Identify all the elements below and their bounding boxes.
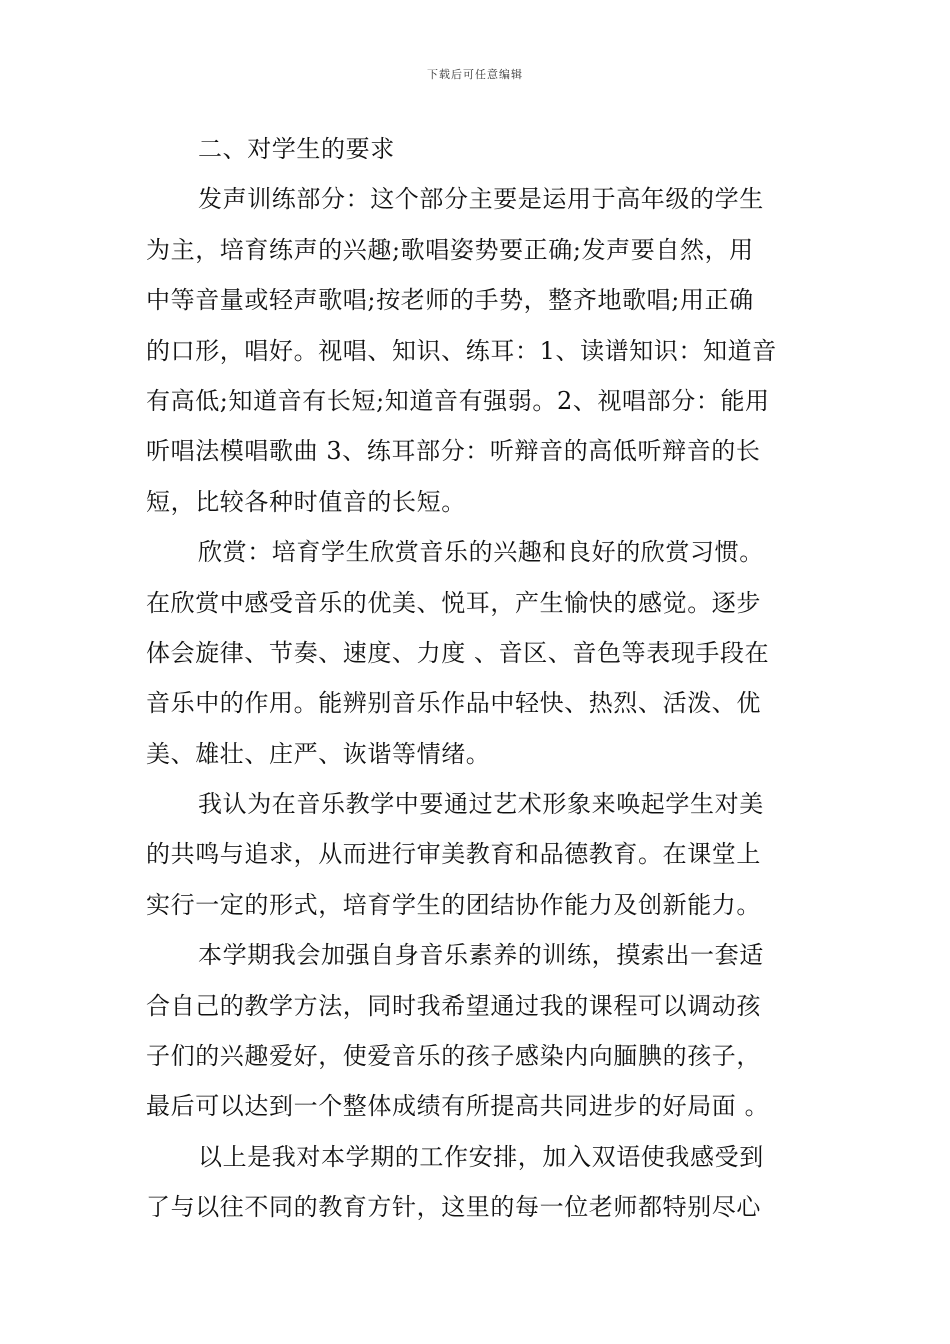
paragraph-line: 我认为在音乐教学中要通过艺术形象来唤起学生对美 (198, 790, 764, 819)
paragraph-line: 的口形，唱好。视唱、知识、练耳：1、读谱知识：知道音 (146, 336, 777, 365)
paragraph-line: 子们的兴趣爱好，使爱音乐的孩子感染内向腼腆的孩子， (146, 1042, 761, 1071)
paragraph-line: 发声训练部分：这个部分主要是运用于高年级的学生 (198, 185, 764, 214)
paragraph-line: 为主，培育练声的兴趣;歌唱姿势要正确;发声要自然，用 (146, 235, 754, 264)
paragraph-line: 短，比较各种时值音的长短。 (146, 487, 466, 516)
paragraph-line: 在欣赏中感受音乐的优美、悦耳，产生愉快的感觉。逐步 (146, 588, 761, 617)
paragraph-line: 欣赏：培育学生欣赏音乐的兴趣和良好的欣赏习惯。 (198, 538, 764, 567)
paragraph-line: 最后可以达到一个整体成绩有所提高共同进步的好局面 。 (146, 1092, 770, 1121)
paragraph-line: 本学期我会加强自身音乐素养的训练，摸索出一套适 (198, 941, 764, 970)
paragraph-line: 的共鸣与追求，从而进行审美教育和品德教育。在课堂上 (146, 840, 761, 869)
document-body (146, 124, 808, 1233)
paragraph-line: 中等音量或轻声歌唱;按老师的手势，整齐地歌唱;用正确 (146, 286, 754, 315)
paragraph-line: 听唱法模唱歌曲 3、练耳部分：听辩音的高低听辩音的长 (146, 437, 761, 466)
paragraph-line: 合自己的教学方法，同时我希望通过我的课程可以调动孩 (146, 991, 761, 1020)
paragraph-line: 美、雄壮、庄严、诙谐等情绪。 (146, 739, 491, 768)
section-heading: 二、对学生的要求 (198, 135, 395, 163)
paragraph-line: 体会旋律、节奏、速度、力度 、音区、音色等表现手段在 (146, 638, 770, 667)
paragraph-line: 有高低;知道音有长短;知道音有强弱。2、视唱部分：能用 (146, 386, 770, 415)
paragraph-line: 了与以往不同的教育方针，这里的每一位老师都特别尽心 (146, 1193, 761, 1222)
header-note: 下载后可任意编辑 (427, 68, 523, 81)
paragraph-line: 音乐中的作用。能辨别音乐作品中轻快、热烈、活泼、优 (146, 689, 761, 718)
paragraph-line: 实行一定的形式，培育学生的团结协作能力及创新能力。 (146, 890, 761, 919)
paragraph-line: 以上是我对本学期的工作安排，加入双语使我感受到 (198, 1142, 764, 1171)
